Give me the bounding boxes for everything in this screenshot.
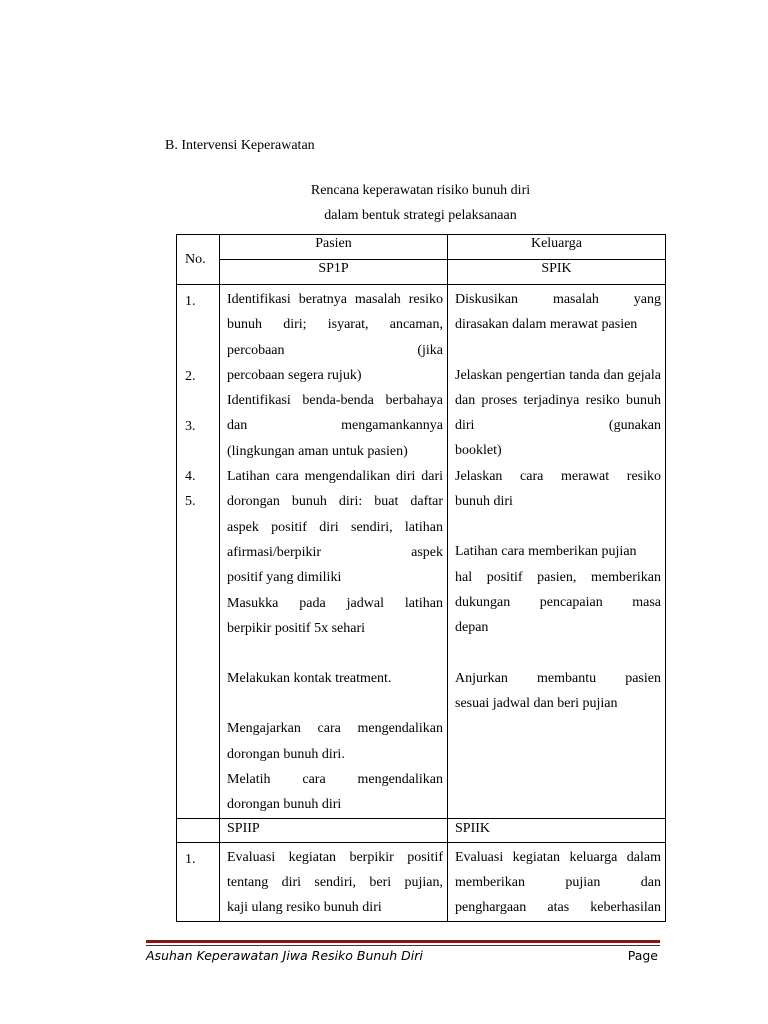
patient-item: Evaluasi kegiatan berpikir positif tentang diri sendiri, beri pujian, (227, 849, 443, 890)
family-actions-cell (448, 285, 666, 819)
row-number: 4. (185, 469, 196, 484)
family-item: Jelaskan pengertian tanda dan gejala dan proses terjadinya resiko bunuh diri (gunakan (455, 367, 661, 434)
patient-item: dorongan bunuh diri (227, 797, 342, 813)
row-number: 1. (185, 294, 196, 309)
patient-item: Masukka pada jadwal latihan (227, 595, 443, 611)
row-number: 5. (185, 494, 196, 509)
patient-actions-cell-2 (220, 842, 448, 921)
header-no: No. (177, 235, 220, 285)
patient-item: dorongan bunuh diri. (227, 746, 345, 762)
family-item: Anjurkan membantu pasien (455, 670, 661, 686)
patient-item: percobaan segera rujuk) (227, 367, 362, 383)
number-column (177, 285, 220, 819)
family-item: depan (455, 620, 489, 636)
family-item: Evaluasi kegiatan keluarga dalam memberikan pujian dan penghargaan atas keberhasilan (455, 849, 661, 916)
footer-divider (146, 940, 660, 943)
family-item: bunuh diri (455, 494, 513, 510)
family-item: Diskusikan masalah yang (455, 292, 661, 307)
patient-item: Identifikasi benda-benda berbahaya dan mengamankannya (227, 393, 443, 434)
nursing-plan-table (176, 234, 666, 922)
header-patient: Pasien (220, 235, 448, 260)
footer-page-label: Page (627, 948, 658, 963)
patient-item: kaji ulang resiko bunuh diri (227, 900, 382, 916)
subheader-empty (177, 818, 220, 842)
header-family: Keluarga (448, 235, 666, 260)
subheader-sp1p: SP1P (220, 260, 448, 285)
patient-item: Identifikasi beratnya masalah resiko bunuh diri; isyarat, ancaman, percobaan (jika (227, 292, 443, 358)
family-item: dirasakan dalam merawat pasien (455, 317, 638, 333)
row-number: 1. (185, 851, 196, 867)
patient-item: Melakukan kontak treatment. (227, 671, 392, 687)
patient-item: Melatih cara mengendalikan (227, 772, 443, 788)
patient-item: Mengajarkan cara mengendalikan (227, 721, 443, 737)
family-item: booklet) (455, 443, 502, 459)
family-actions-cell-2 (448, 842, 666, 921)
number-column-2 (177, 842, 220, 921)
family-item: sesuai jadwal dan beri pujian (455, 695, 618, 711)
row-number: 2. (185, 369, 196, 384)
footer-title: Asuhan Keperawatan Jiwa Resiko Bunuh Diri (146, 948, 423, 963)
patient-actions-cell (220, 285, 448, 819)
section-heading: B. Intervensi Keperawatan (165, 138, 315, 153)
footer-divider-thin (146, 945, 660, 946)
table-caption-line-1: Rencana keperawatan risiko bunuh diri (310, 183, 531, 198)
family-item: Jelaskan cara merawat resiko (455, 468, 661, 484)
subheader-spiik: SPIIK (448, 818, 666, 842)
patient-item: positif yang dimiliki (227, 570, 342, 586)
patient-item: (lingkungan aman untuk pasien) (227, 443, 408, 459)
row-number: 3. (185, 419, 196, 434)
subheader-spik: SPIK (448, 260, 666, 285)
patient-item: berpikir positif 5x sehari (227, 620, 366, 636)
table-caption-line-2: dalam bentuk strategi pelaksanaan (324, 208, 517, 223)
family-item: hal positif pasien, memberikan dukungan pencapaian masa (455, 569, 661, 610)
subheader-spiip: SPIIP (220, 818, 448, 842)
patient-item: Latihan cara mengendalikan diri dari dorongan bunuh diri: buat daftar aspek positif diri sendiri, latihan afirmasi/berpikir aspek (227, 469, 443, 560)
family-item: Latihan cara memberikan pujian (455, 544, 637, 560)
